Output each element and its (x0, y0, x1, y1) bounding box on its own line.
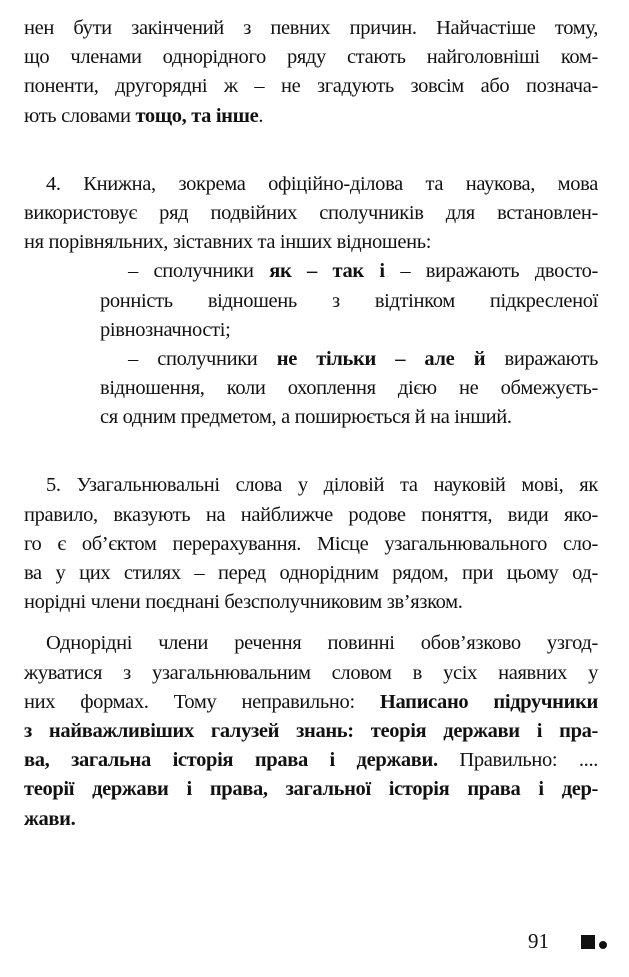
list-item-line: відношення, коли охоплення дією не обмежуєть- (100, 377, 598, 400)
text-run: – сполучники (128, 347, 277, 370)
text-line (24, 717, 598, 746)
text-line: норідні члени поєднані безсполучниковим зв’язком. (24, 591, 463, 614)
list-item-line (24, 257, 598, 286)
bold-run: з найважливіших галузей знань: теорія держави і пра- (24, 719, 598, 742)
text-line (24, 102, 598, 131)
text-run: них формах. Тому неправильно: (24, 690, 380, 713)
text-line: го є об’єктом перерахування. Місце узагальнювального сло- (24, 532, 598, 555)
text-line: нен бути закінчений з певних причин. Найчастіше тому, (24, 17, 598, 39)
list-item-line: рівнозначності; (100, 318, 231, 341)
text-run: – сполучники (128, 260, 270, 283)
text-line (24, 805, 598, 834)
bold-run: тощо, та інше (135, 104, 259, 127)
bold-run: не тільки – але й (276, 347, 486, 370)
page-footer (0, 927, 629, 957)
page-number: 91 (528, 929, 549, 953)
text-line: ва у цих стилях – перед однорідним рядом, при цьому од- (24, 562, 598, 584)
text-line: 4. Книжна, зокрема офіційно-ділова та наукова, мова (46, 172, 598, 195)
page-body (24, 14, 598, 834)
list-item-line: ронність відношень з відтінком підкресленої (100, 289, 598, 312)
paragraph-gap (24, 432, 598, 471)
text-line: що членами однорідного ряду стають найголовніші ком- (24, 46, 598, 69)
bold-run: ва, загальна історія права і держави. (24, 749, 438, 772)
list-item-line (24, 345, 598, 374)
text-run: . (258, 104, 264, 127)
text-run: – виражають двосто- (384, 260, 598, 283)
text-line (24, 746, 598, 775)
bold-run: теорії держави і права, загальної історія права і дер- (24, 778, 598, 801)
square-mark-icon (581, 935, 595, 949)
paragraph-gap (24, 617, 598, 629)
text-line: жуватися з узагальнювальним словом в усіх наявних у (24, 661, 598, 684)
text-line: використовує ряд подвійних сполучників для встановлен- (24, 201, 598, 224)
bold-run: як – так і (269, 260, 385, 283)
text-line: ня порівняльних, зіставних та інших відношень: (24, 231, 432, 254)
text-run: Правильно: .... (437, 749, 598, 772)
text-run: ють словами (24, 104, 136, 127)
list-item-line: ся одним предметом, а поширюється й на інший. (100, 406, 512, 429)
text-line: 5. Узагальнювальні слова у діловій та науковій мові, як (46, 474, 598, 497)
text-line (24, 775, 598, 804)
text-line: правило, вказують на найближче родове поняття, види яко- (24, 503, 598, 526)
text-line (24, 688, 598, 717)
bold-run: Написано підручники (379, 690, 598, 713)
paragraph-gap (24, 131, 598, 170)
text-line: поненти, другорядні ж – не згадують зовсім або познача- (24, 75, 598, 98)
text-line: Однорідні члени речення повинні обов’язково узгод- (46, 632, 598, 655)
dot-mark-icon (599, 941, 607, 949)
text-run: виражають (485, 347, 598, 370)
bold-run: жави. (24, 807, 76, 830)
